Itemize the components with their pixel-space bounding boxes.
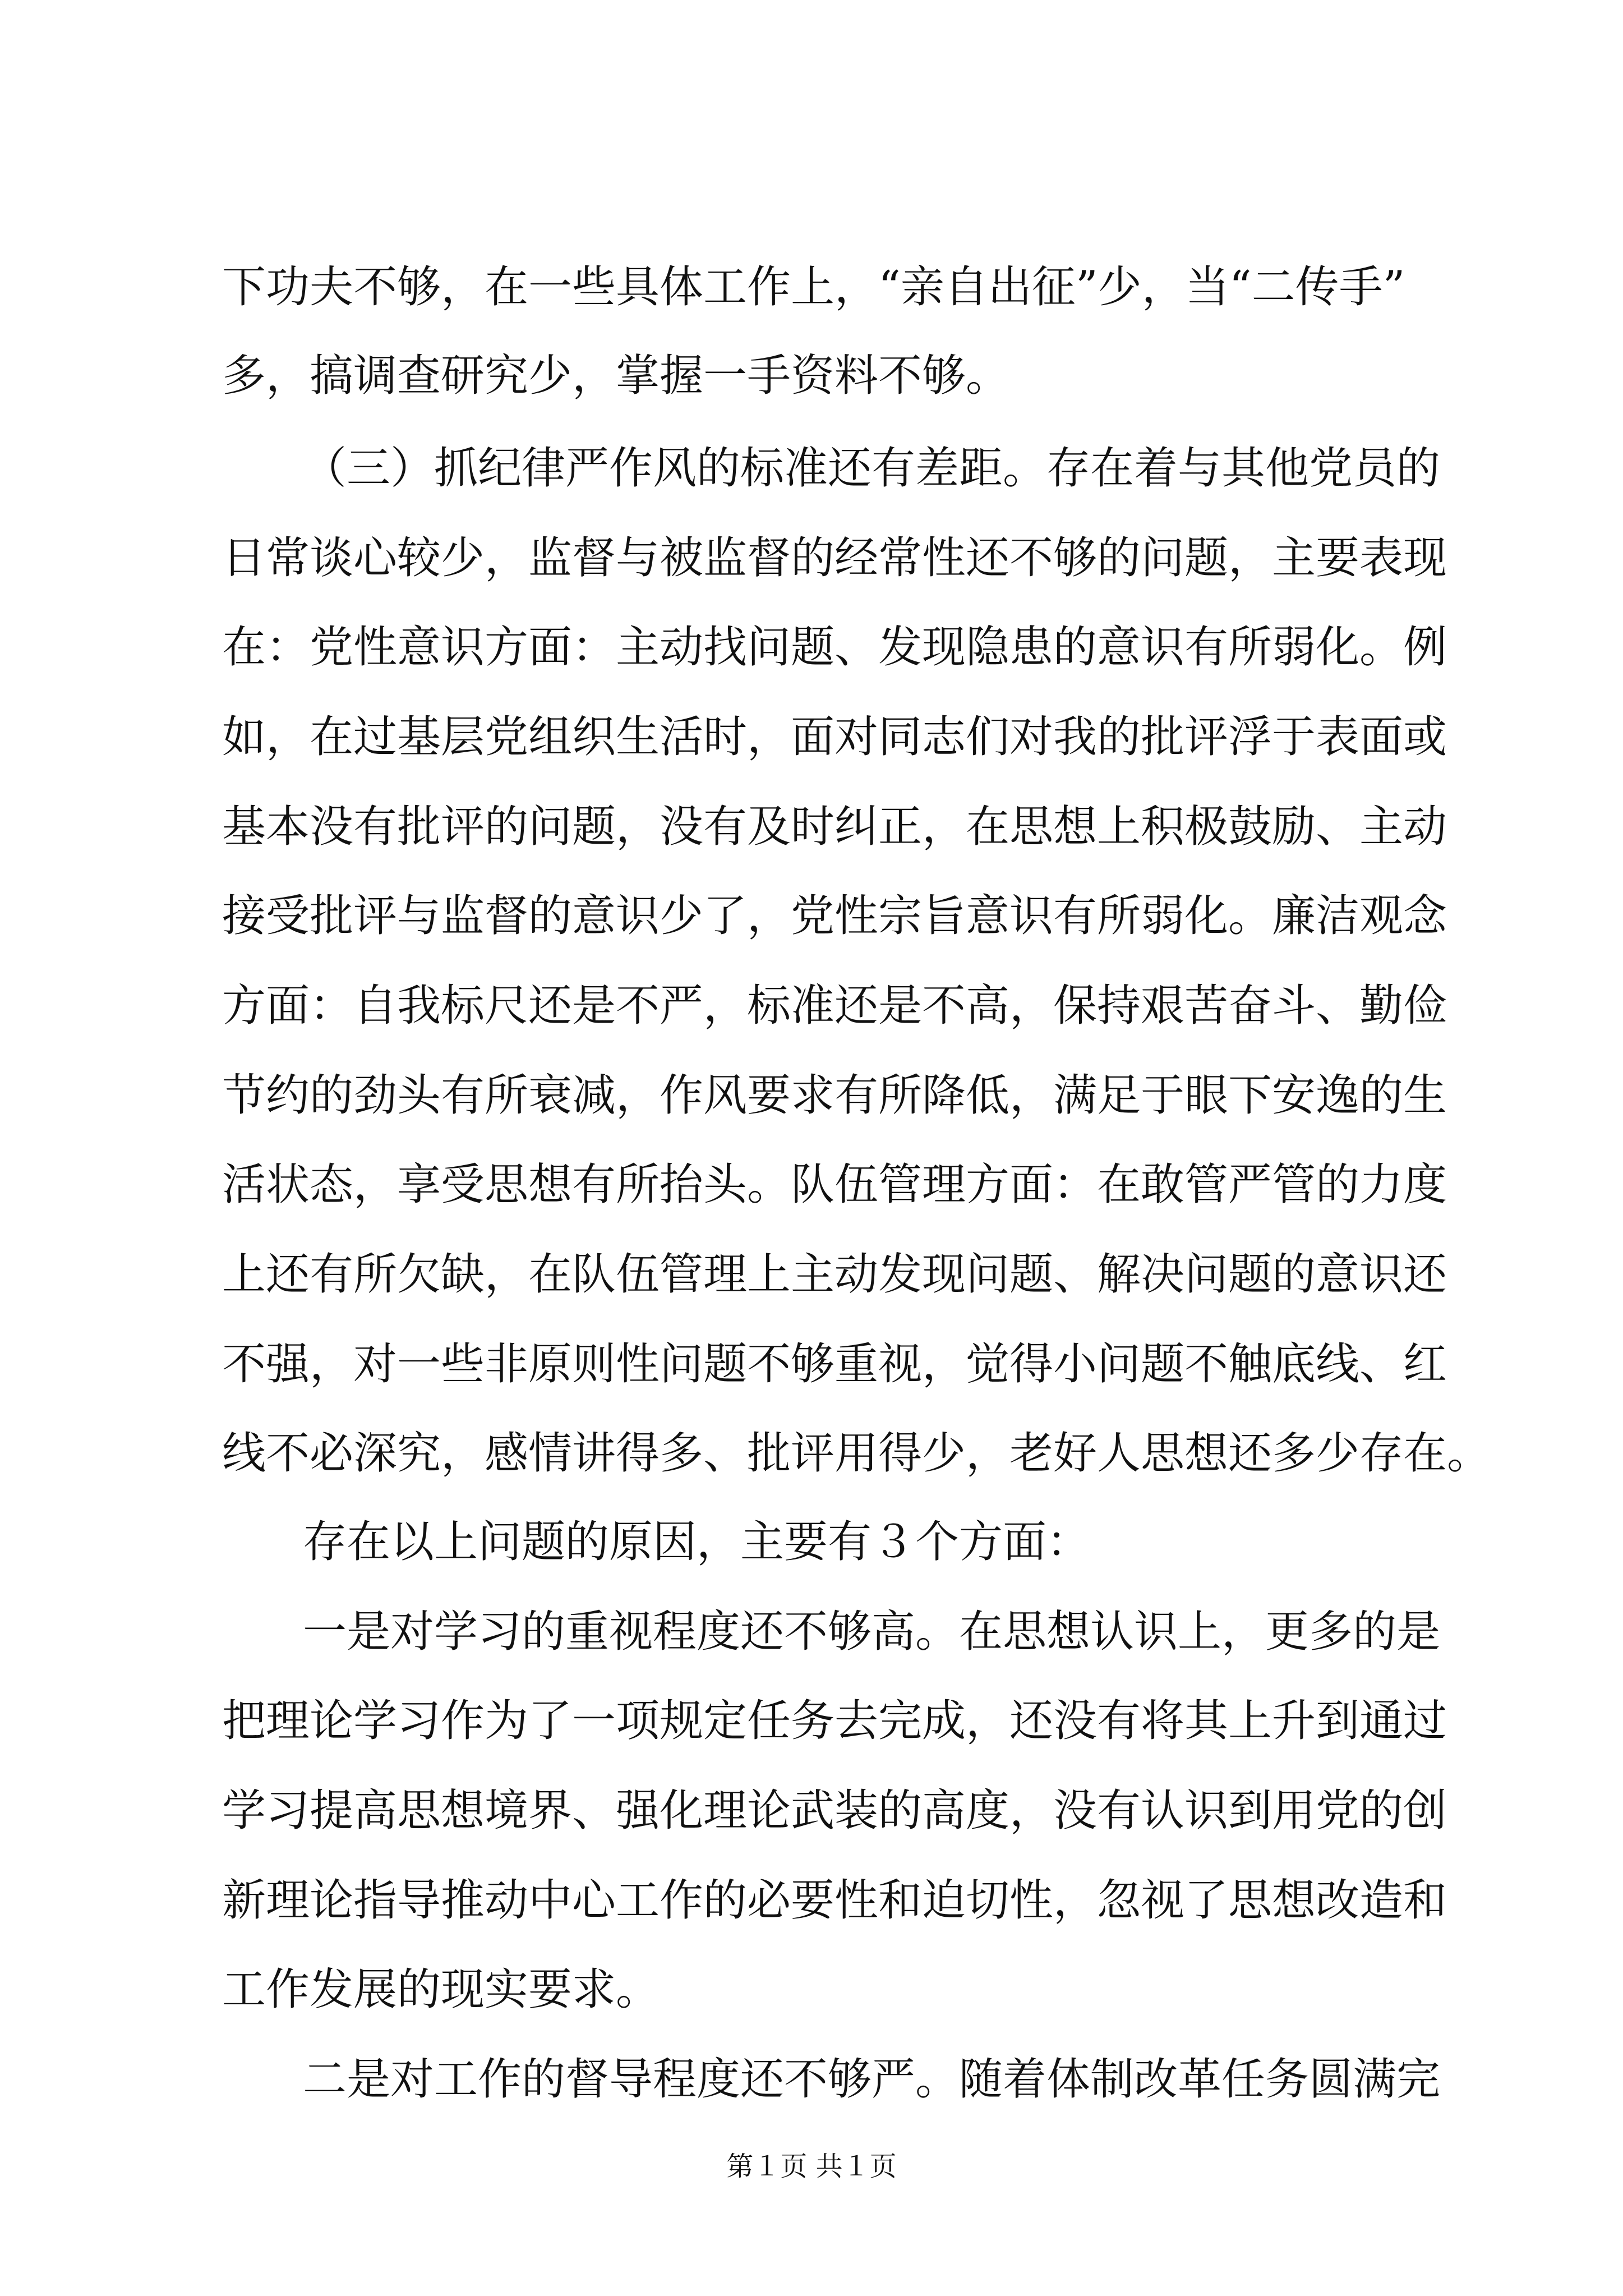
page-number-label: 第１页 共１页	[726, 2151, 897, 2182]
text-line: 不强，对一些非原则性问题不够重视，觉得小问题不触底线、红	[222, 1339, 1447, 1389]
text-line: 学习提高思想境界、强化理论武装的高度，没有认识到用党的创	[222, 1786, 1447, 1836]
text-line: 活状态，享受思想有所抬头。队伍管理方面：在敢管严管的力度	[222, 1159, 1447, 1210]
text-line: 存在以上问题的原因，主要有３个方面：	[303, 1517, 1091, 1567]
text-line: 二是对工作的督导程度还不够严。随着体制改革任务圆满完	[303, 2054, 1441, 2105]
text-line: 接受批评与监督的意识少了，党性宗旨意识有所弱化。廉洁观念	[222, 891, 1447, 941]
text-line: 日常谈心较少，监督与被监督的经常性还不够的问题，主要表现	[222, 533, 1447, 583]
text-line: 下功夫不够，在一些具体工作上，“亲自出征”少，当“二传手”	[222, 262, 1405, 312]
page-footer	[0, 2150, 1623, 2183]
text-line: 方面：自我标尺还是不严，标准还是不高，保持艰苦奋斗、勤俭	[222, 981, 1447, 1031]
text-line: （三）抓纪律严作风的标准还有差距。存在着与其他党员的	[303, 443, 1441, 494]
text-line: 一是对学习的重视程度还不够高。在思想认识上，更多的是	[303, 1607, 1441, 1657]
text-line: 基本没有批评的问题，没有及时纠正，在思想上积极鼓励、主动	[222, 802, 1447, 852]
text-line: 上还有所欠缺，在队伍管理上主动发现问题、解决问题的意识还	[222, 1249, 1447, 1300]
text-line: 线不必深究，感情讲得多、批评用得少，老好人思想还多少存在。	[222, 1428, 1491, 1479]
text-line: 把理论学习作为了一项规定任务去完成，还没有将其上升到通过	[222, 1696, 1447, 1746]
text-line: 工作发展的现实要求。	[222, 1964, 660, 2015]
text-line: 节约的劲头有所衰减，作风要求有所降低，满足于眼下安逸的生	[222, 1070, 1447, 1121]
text-line: 在：党性意识方面：主动找问题、发现隐患的意识有所弱化。例	[222, 622, 1447, 673]
text-line: 新理论指导推动中心工作的必要性和迫切性，忽视了思想改造和	[222, 1875, 1447, 1926]
text-line: 如，在过基层党组织生活时，面对同志们对我的批评浮于表面或	[222, 712, 1447, 762]
text-line: 多，搞调查研究少，掌握一手资料不够。	[222, 351, 1010, 401]
